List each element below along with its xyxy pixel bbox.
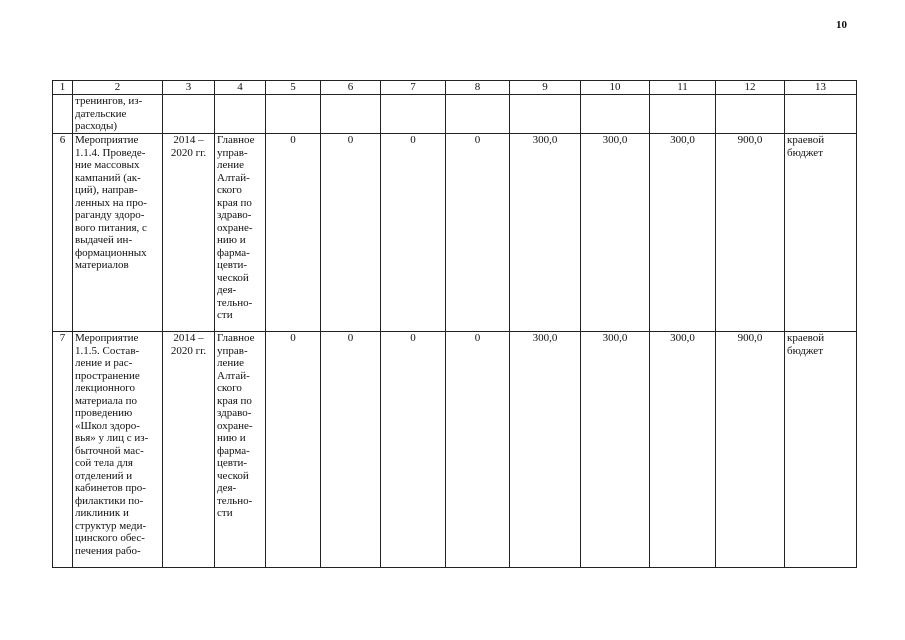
value-cell: 0 (266, 134, 321, 332)
value-cell (321, 95, 381, 134)
period-cell: 2014 – 2020 гг. (163, 332, 215, 568)
executor-cell (215, 95, 266, 134)
value-cell (446, 95, 510, 134)
budget-table (52, 80, 857, 568)
header-cell: 3 (163, 81, 215, 95)
header-cell: 1 (53, 81, 73, 95)
header-cell: 8 (446, 81, 510, 95)
source-cell (785, 95, 857, 134)
header-cell: 13 (785, 81, 857, 95)
row-number: 6 (53, 134, 73, 332)
table-row (53, 95, 857, 134)
header-cell: 9 (510, 81, 581, 95)
value-cell (650, 95, 716, 134)
table-row (53, 332, 857, 568)
header-cell: 5 (266, 81, 321, 95)
header-cell: 10 (581, 81, 650, 95)
value-cell: 300,0 (510, 134, 581, 332)
header-cell: 11 (650, 81, 716, 95)
header-row (53, 81, 857, 95)
period-cell (163, 95, 215, 134)
row-number: 7 (53, 332, 73, 568)
value-cell (510, 95, 581, 134)
value-cell: 0 (381, 134, 446, 332)
row-number (53, 95, 73, 134)
value-cell: 300,0 (650, 332, 716, 568)
header-cell: 2 (73, 81, 163, 95)
value-cell: 900,0 (716, 332, 785, 568)
header-cell: 4 (215, 81, 266, 95)
value-cell: 0 (321, 332, 381, 568)
value-cell: 300,0 (510, 332, 581, 568)
value-cell: 0 (446, 134, 510, 332)
value-cell: 0 (266, 332, 321, 568)
activity-cell: Мероприятие 1.1.5. Состав- ление и рас- пространение лекционного материала по проведению «Школ здоро- вья» у лиц с из- быточной мас- сой тела для отделений и кабинетов про- филактики по- ликлиник и структур меди- цинского обес- печения рабо- (73, 332, 163, 568)
activity-cell: Мероприятие 1.1.4. Проведе- ние массовых кампаний (ак- ций), направ- ленных на про- paганду здоро- вого питания, с выдачей ин- формационных материалов (73, 134, 163, 332)
executor-cell: Главное управ- ление Алтай- ского края по здраво- охране- нию и фарма- цевти- ческой дея- тельно- сти (215, 134, 266, 332)
value-cell: 0 (381, 332, 446, 568)
value-cell (716, 95, 785, 134)
value-cell: 300,0 (581, 134, 650, 332)
executor-cell: Главное управ- ление Алтай- ского края по здраво- охране- нию и фарма- цевти- ческой дея- тельно- сти (215, 332, 266, 568)
value-cell: 300,0 (650, 134, 716, 332)
value-cell: 300,0 (581, 332, 650, 568)
value-cell: 0 (446, 332, 510, 568)
value-cell (581, 95, 650, 134)
header-cell: 7 (381, 81, 446, 95)
value-cell (381, 95, 446, 134)
value-cell: 900,0 (716, 134, 785, 332)
table-row (53, 134, 857, 332)
source-cell: краевой бюджет (785, 332, 857, 568)
source-cell: краевой бюджет (785, 134, 857, 332)
activity-cell: тренингов, из- дательские расходы) (73, 95, 163, 134)
value-cell (266, 95, 321, 134)
value-cell: 0 (321, 134, 381, 332)
header-cell: 12 (716, 81, 785, 95)
header-cell: 6 (321, 81, 381, 95)
period-cell: 2014 – 2020 гг. (163, 134, 215, 332)
page-number: 10 (836, 19, 847, 31)
